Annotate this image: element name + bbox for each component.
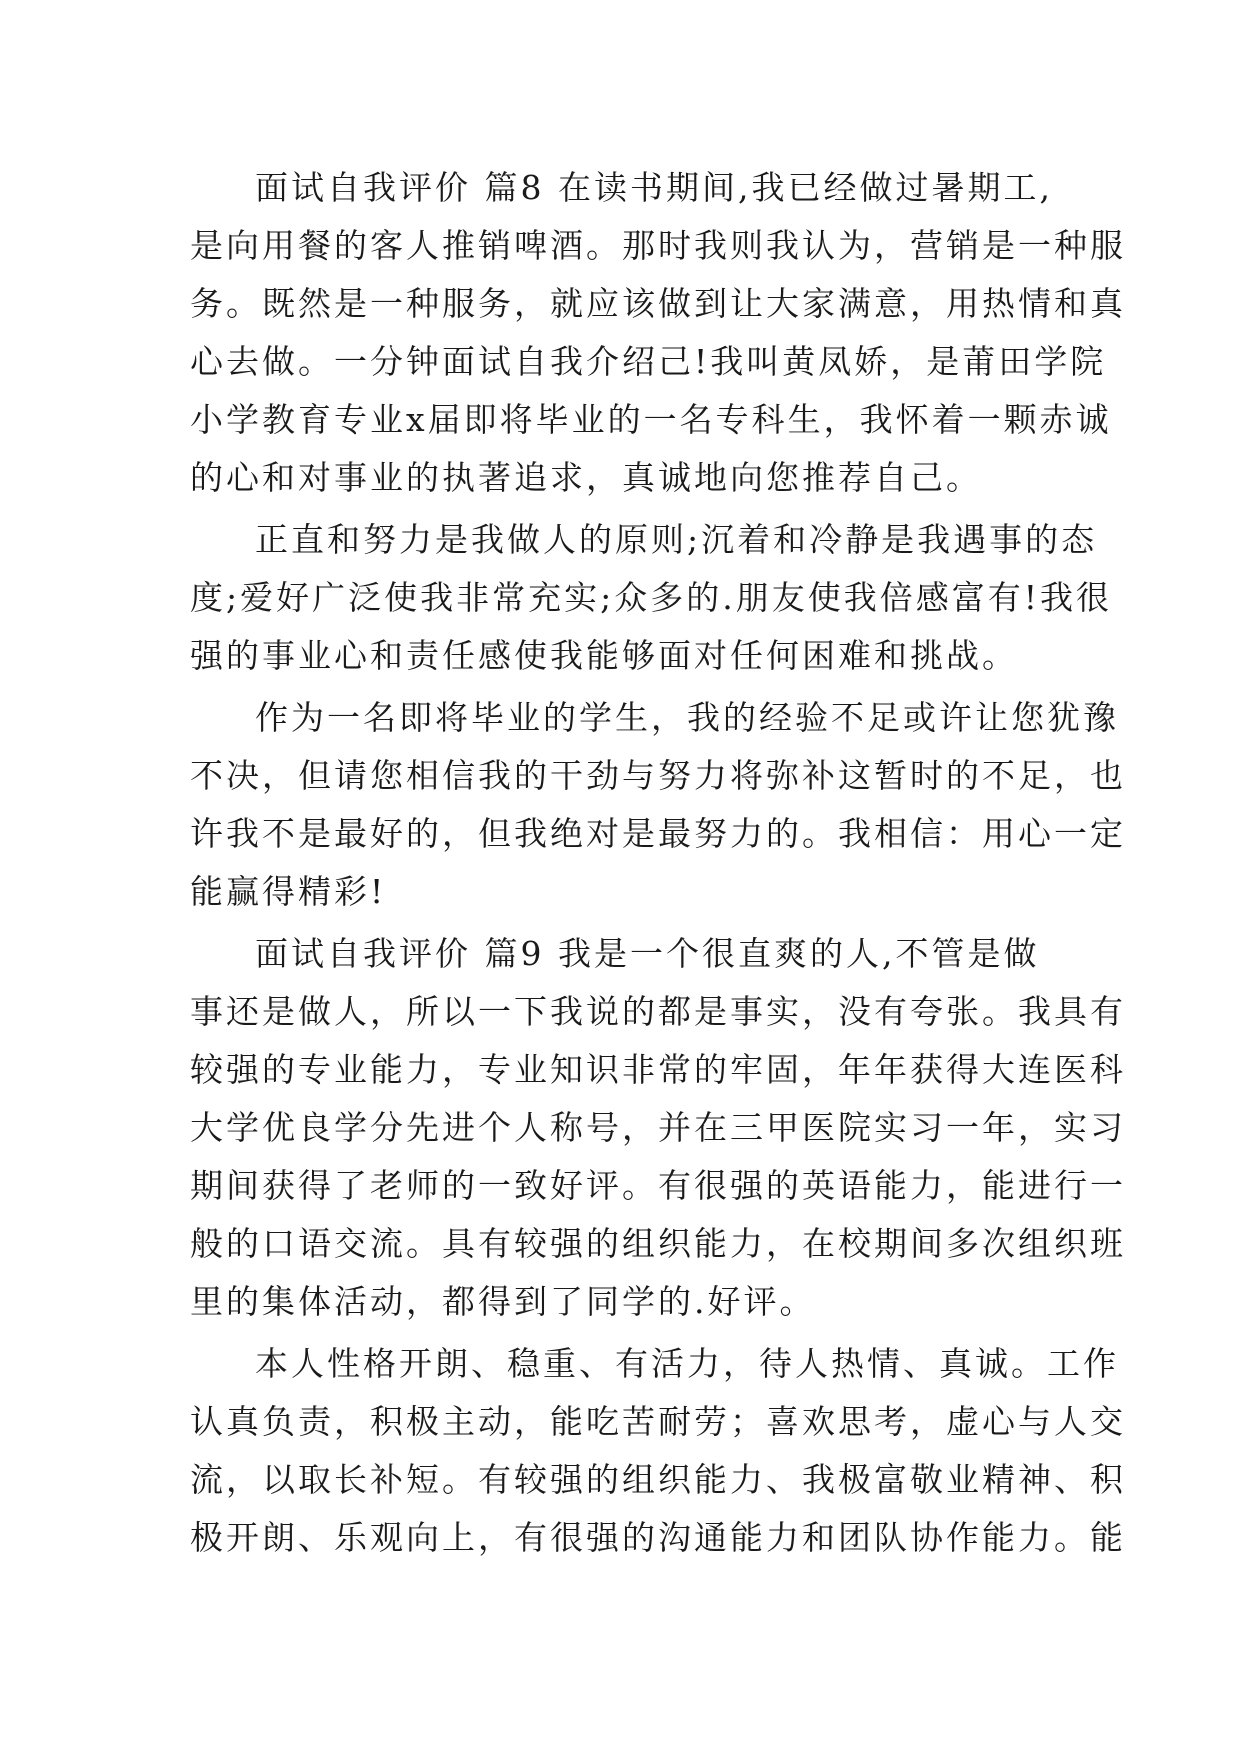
text-line: 本人性格开朗、稳重、有活力，待人热情、真诚。工作 xyxy=(255,1344,1119,1383)
text-line: 事还是做人，所以一下我说的都是事实，没有夸张。我具有 xyxy=(190,992,1126,1031)
text-line: 认真负责，积极主动，能吃苦耐劳；喜欢思考，虚心与人交 xyxy=(190,1402,1126,1441)
text-line: 面试自我评价 篇9 我是一个很直爽的人,不管是做 xyxy=(255,934,1040,973)
text-line: 务。既然是一种服务，就应该做到让大家满意，用热情和真 xyxy=(190,284,1126,323)
text-line: 般的口语交流。具有较强的组织能力，在校期间多次组织班 xyxy=(190,1224,1126,1263)
text-line: 较强的专业能力，专业知识非常的牢固，年年获得大连医科 xyxy=(190,1050,1126,1089)
text-line: 里的集体活动，都得到了同学的.好评。 xyxy=(190,1282,816,1321)
text-line: 心去做。一分钟面试自我介绍己!我叫黄凤娇，是莆田学院 xyxy=(190,342,1107,381)
text-line: 大学优良学分先进个人称号，并在三甲医院实习一年，实习 xyxy=(190,1108,1126,1147)
text-line: 的心和对事业的执著追求，真诚地向您推荐自己。 xyxy=(190,458,982,497)
text-line: 小学教育专业x届即将毕业的一名专科生，我怀着一颗赤诚 xyxy=(190,400,1112,439)
text-line: 面试自我评价 篇8 在读书期间,我已经做过暑期工, xyxy=(255,168,1053,207)
text-line: 极开朗、乐观向上，有很强的沟通能力和团队协作能力。能 xyxy=(190,1518,1126,1557)
text-line: 作为一名即将毕业的学生，我的经验不足或许让您犹豫 xyxy=(255,698,1119,737)
text-line: 能赢得精彩! xyxy=(190,872,387,911)
text-line: 是向用餐的客人推销啤酒。那时我则我认为，营销是一种服 xyxy=(190,226,1126,265)
text-line: 期间获得了老师的一致好评。有很强的英语能力，能进行一 xyxy=(190,1166,1126,1205)
text-line: 强的事业心和责任感使我能够面对任何困难和挑战。 xyxy=(190,636,1018,675)
text-line: 不决，但请您相信我的干劲与努力将弥补这暂时的不足，也 xyxy=(190,756,1126,795)
text-line: 正直和努力是我做人的原则;沉着和冷静是我遇事的态 xyxy=(255,520,1098,559)
text-line: 度;爱好广泛使我非常充实;众多的.朋友使我倍感富有!我很 xyxy=(190,578,1112,617)
text-line: 许我不是最好的，但我绝对是最努力的。我相信：用心一定 xyxy=(190,814,1126,853)
text-line: 流，以取长补短。有较强的组织能力、我极富敬业精神、积 xyxy=(190,1460,1126,1499)
